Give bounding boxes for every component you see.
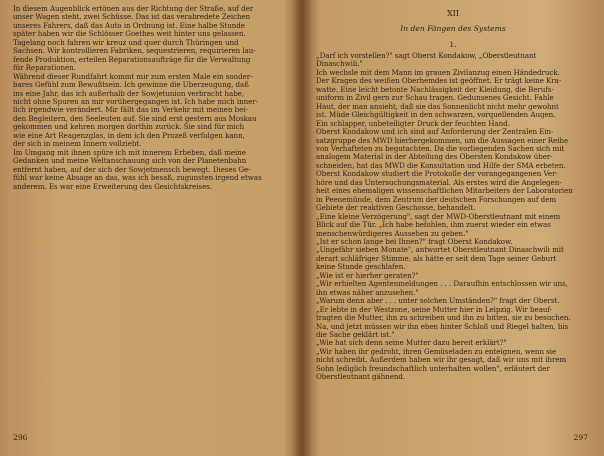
chapter-number: XII <box>446 9 459 18</box>
text-line: bares Gefühl zum Bewußtsein. Ich gewinne die Überzeugung, daß <box>13 81 249 90</box>
text-line: „Wir erhielten Agentenmeldungen . . . Daraufhin entschlossen wir uns, <box>316 280 568 289</box>
text-line: uniform in Zivil gern zur Schau tragen. Gedunsenes Gesicht. Fahle <box>316 94 554 103</box>
text-line: „Darf ich vorstellen?" sagt Oberst Kondakow, „Oberstleutnant <box>316 52 537 60</box>
text-line: Oberstleutnant gähnend. <box>316 373 406 382</box>
text-line: „Ungefähr sieben Monate", antwortet Oberstleutnant Dinaschwili mit <box>316 246 564 255</box>
text-line: „Er lebte in der Westzone, seine Mutter hier in Leipzig. Wir beauf- <box>316 305 553 314</box>
left-page-text <box>13 5 286 191</box>
text-line: Oberst Kondakow studiert die Protokolle der vorangegangenen Ver- <box>316 170 558 179</box>
text-line: Oberst Kondakow und ich sind auf Anforderung der Zentralen Ein- <box>316 128 554 137</box>
text-line: schneiden, hat das MWD die Konsultation und Hilfe der SMA erbeten. <box>316 161 566 170</box>
text-line: heit eines ehemaligen wissenschaftlichen Mitarbeiters der Laboratorien <box>316 187 573 196</box>
text-line: höre und das Untersuchungsmaterial. Als erstes wird die Angelegen- <box>316 178 562 187</box>
text-line: Gebiete der reaktiven Geschosse, behandelt. <box>316 204 476 213</box>
text-line: für Reparationen. <box>13 64 76 73</box>
text-line: „Eine kleine Verzögerung", sagt der MWD-Oberstleutnant mit einem <box>316 212 561 221</box>
right-page <box>304 0 604 456</box>
text-line: unser Wagen steht, zwei Schüsse. Das ist das verabredete Zeichen <box>13 13 251 22</box>
text-line: analogem Material in der Abteilung des Obersten Kondakow über- <box>316 153 553 162</box>
text-line: „Wie ist er hierher geraten?" <box>316 271 419 280</box>
text-line: Sachsen. Wir kontrollieren Fabriken, sequestrieren, requirieren lau- <box>13 47 256 56</box>
text-line: Der Kragen des weißen Oberhemdes ist geöffnet. Er trägt keine Kra- <box>316 77 562 86</box>
text-line: Tagelang noch fahren wir kreuz und quer durch Thüringen und <box>13 38 239 47</box>
right-page-number: 297 <box>573 433 588 442</box>
text-line: ins eine Jahr, das ich außerhalb der Sowjetunion verbracht habe, <box>13 89 245 98</box>
text-line: tragten die Mutter, ihn zu schreiben und ihn zu bitten, sie zu besuchen. <box>316 314 571 323</box>
text-line: anderem. Es war eine Erweiterung des Gesichtskreises. <box>13 182 213 191</box>
text-line: in Peenemünde, dem Zentrum der deutschen Forschungen auf dem <box>316 195 556 204</box>
text-line: die Sache geklärt ist." <box>316 330 395 339</box>
text-line: wie eine Art Reagenzglas, in dem ich den Prozeß verfolgen kann, <box>13 131 245 140</box>
text-line: derart schläfriger Stimme, als hätte er seit dem Tage seiner Geburt <box>316 254 557 263</box>
chapter-title: In den Fängen des Systems <box>400 24 506 33</box>
text-line: Während dieser Rundfahrt kommt mir zum ersten Male ein sonder- <box>13 72 253 81</box>
text-line: watte. Eine leicht betonte Nachlässigkeit der Kleidung, die Berufs- <box>316 85 554 94</box>
text-line: Gedanken und meine Weltanschauung sich von der Planetenbahn <box>13 157 247 166</box>
text-line: Blick auf die Tür. „Ich habe befohlen, ihm zuerst wieder ein etwas <box>316 221 551 230</box>
text-line: keine Stunde geschlafen. <box>316 263 406 272</box>
text-line: ihn etwas näher anzusehen." <box>316 288 419 297</box>
text-line: von Verhafteten zu begutachten. Da die vorliegenden Sachen sich mit <box>316 144 565 153</box>
text-line: Na, und jetzt müssen wir ihn eben hinter Schloß und Riegel halten, bis <box>316 322 569 331</box>
text-line: der sich in meinem Innern vollzieht. <box>13 140 142 149</box>
right-page-text <box>316 52 590 382</box>
text-line: satzgruppe des MWD hierhergekommen, um die Aussagen einer Reihe <box>316 136 569 145</box>
text-line: „Wir haben ihr gedroht, ihren Gemüseladen zu enteignen, wenn sie <box>316 347 557 356</box>
text-line: menschenwürdigeres Aussehen zu geben." <box>316 229 469 238</box>
left-page-number: 296 <box>13 433 28 442</box>
text-line: Dinaschwili." <box>316 60 363 69</box>
text-line: gekommen und kehren morgen dorthin zurück. Sie sind für mich <box>13 123 245 132</box>
text-line: unseres Fahrers, daß das Auto in Ordnung ist. Eine halbe Stunde <box>13 21 245 30</box>
text-line: nicht schreibt. Außerdem haben wir ihr gesagt, daß wir uns mit ihrem <box>316 356 567 365</box>
text-line: Haut, der man ansieht, daß sie das Sonnenlicht nicht mehr gewohnt <box>316 102 559 111</box>
text-line: fühl war keine Absage an das, was ich besaß, zugunsten irgend etwas <box>13 174 262 183</box>
text-line: ist. Müde Gleichgültigkeit in den schwarzen, vorquellenden Augen. <box>316 111 556 120</box>
text-line: Sohn lediglich freundschaftlich unterhalten wollen", erläutert der <box>316 364 550 373</box>
text-line: den Begleitern, den Seeleuten auf. Sie sind erst gestern aus Moskau <box>13 114 257 123</box>
text-line: „Ist er schon lange bei Ihnen?" fragt Oberst Kondakow. <box>316 237 513 246</box>
section-number: 1. <box>449 40 457 49</box>
text-line: lich irgendwie verändert. Mir fällt das im Verkehr mit meinen bei- <box>13 106 248 115</box>
text-line: Ich wechsle mit dem Mann im grauen Zivilanzug einen Händedruck. <box>316 68 560 77</box>
text-line: nicht ohne Spuren an mir vorübergegangen ist. Ich habe mich inner- <box>13 97 258 106</box>
left-page <box>0 0 300 456</box>
text-line: Im Umgang mit ihnen spüre ich mit innerem Erbeben, daß meine <box>13 148 246 157</box>
text-line: Ein schlapper, unbeteiligter Druck der feuchten Hand. <box>316 119 510 128</box>
text-line: später haben wir die Schlösser Goethes weit hinter uns gelassen. <box>13 30 246 39</box>
text-line: In diesem Augenblick ertönen aus der Richtung der Straße, auf der <box>13 5 254 13</box>
text-line: entfernt haben, auf der sich der Sowjetmensch bewegt. Dieses Ge- <box>13 165 251 174</box>
text-line: fende Produktion, erteilen Reparationsaufträge für die Verwaltung <box>13 55 251 64</box>
text-line: „Warum denn aber . . . unter solchen Umständen?" fragt der Oberst. <box>316 297 560 306</box>
text-line: „Wie hat sich denn seine Mutter dazu bereit erklärt?" <box>316 339 507 348</box>
